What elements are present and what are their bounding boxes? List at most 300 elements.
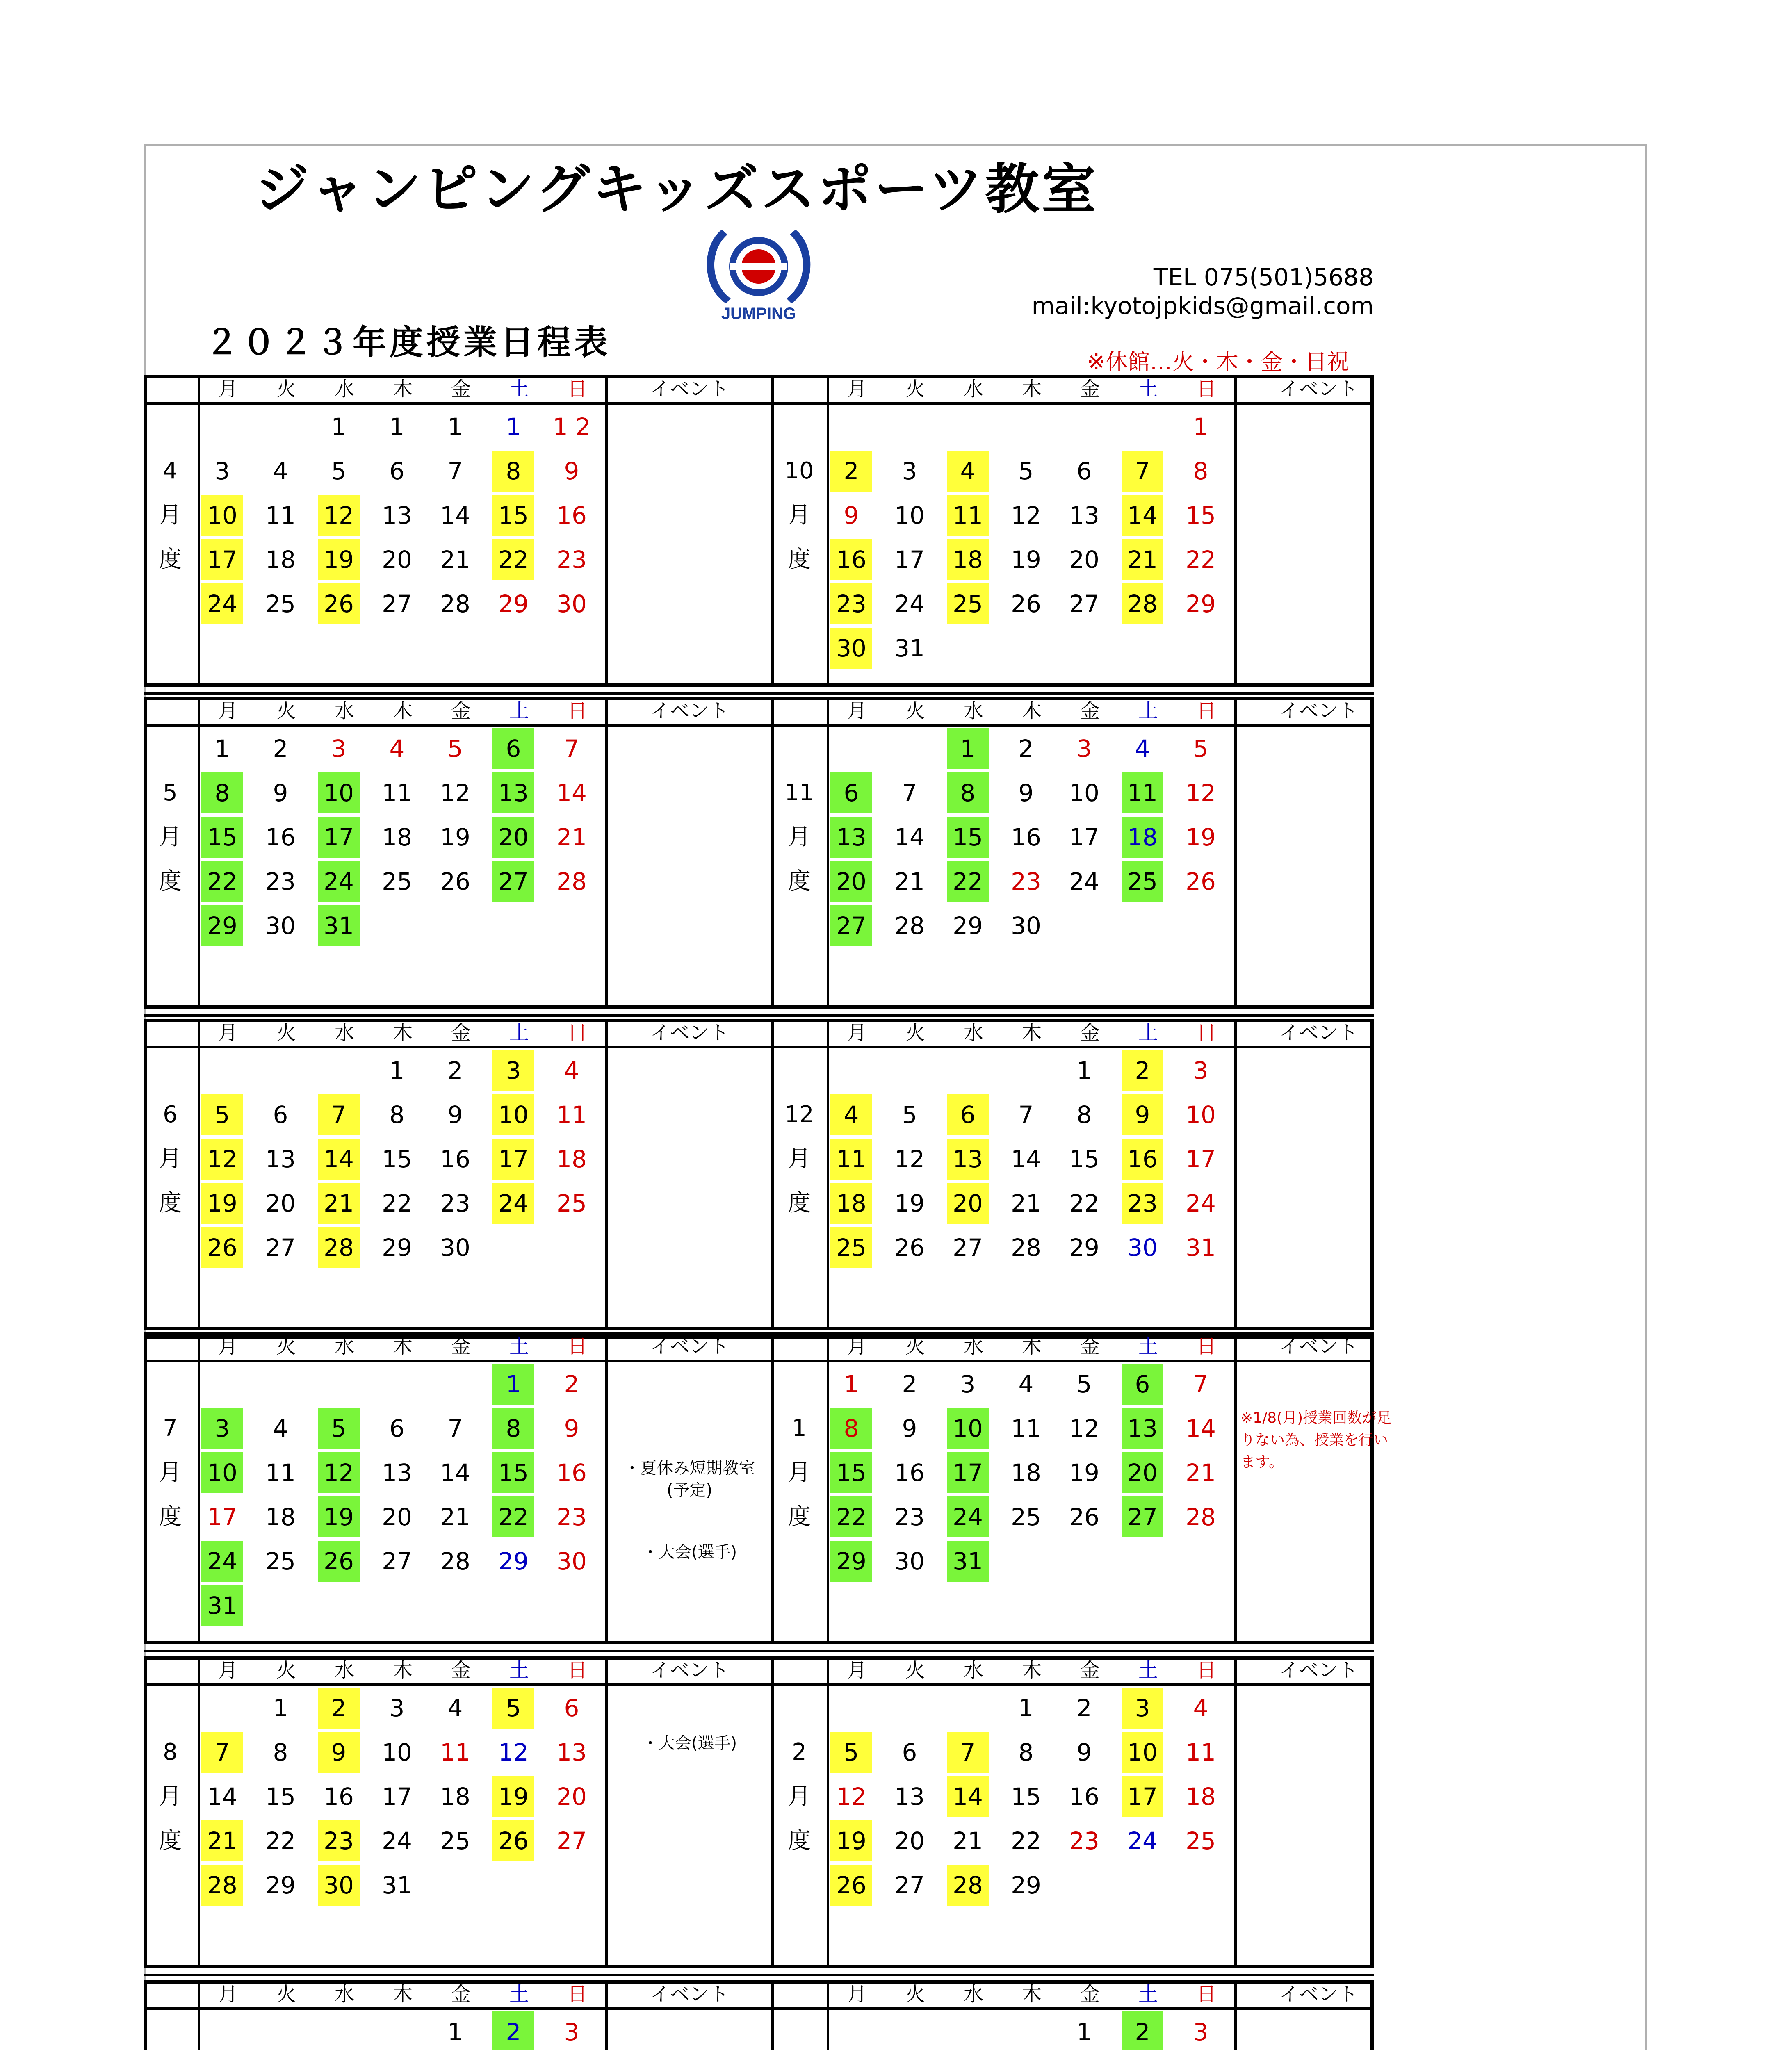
day-cell: 1 bbox=[389, 1057, 405, 1084]
column-divider bbox=[605, 1019, 608, 1330]
logo-text: JUMPING bbox=[721, 305, 796, 323]
day-cell: 10 bbox=[318, 772, 360, 813]
weekday-header: 金 bbox=[1080, 699, 1100, 722]
event-header: イベント bbox=[650, 1021, 729, 1044]
day-cell: 29 bbox=[1069, 1234, 1099, 1262]
day-cell: 31 bbox=[318, 905, 360, 946]
weekday-header: 日 bbox=[567, 1983, 587, 2006]
month-label: 度 bbox=[159, 868, 182, 895]
day-cell: 11 bbox=[1011, 1414, 1041, 1442]
day-cell: 22 bbox=[830, 1496, 872, 1538]
weekday-header: 水 bbox=[334, 1021, 354, 1044]
day-cell: 30 bbox=[830, 628, 872, 669]
day-cell: 17 bbox=[382, 1783, 412, 1811]
day-cell: 27 bbox=[382, 1547, 412, 1575]
day-cell: 11 bbox=[1122, 772, 1163, 813]
day-cell: 26 bbox=[1186, 868, 1216, 895]
day-cell: 3 bbox=[331, 735, 347, 763]
day-cell: 17 bbox=[207, 1503, 237, 1531]
weekday-header: 日 bbox=[567, 378, 587, 401]
day-cell: 9 bbox=[1076, 1738, 1092, 1766]
day-cell: 5 bbox=[1076, 1370, 1092, 1398]
column-divider bbox=[198, 375, 200, 687]
day-cell: 4 bbox=[1193, 1694, 1208, 1722]
weekday-header: 土 bbox=[1138, 378, 1158, 401]
day-cell: 9 bbox=[1122, 1094, 1163, 1135]
weekday-header: 月 bbox=[847, 1335, 867, 1358]
day-cell: 11 bbox=[382, 779, 412, 807]
day-cell: 19 bbox=[201, 1183, 243, 1224]
day-cell: 24 bbox=[201, 1541, 243, 1582]
column-divider bbox=[771, 1656, 774, 1968]
day-cell: 14 bbox=[1011, 1145, 1041, 1173]
day-cell: 1 bbox=[447, 2018, 463, 2046]
day-cell: 5 bbox=[830, 1732, 872, 1773]
jumping-logo-icon bbox=[693, 217, 824, 324]
day-cell: 28 bbox=[894, 912, 925, 940]
day-cell: 16 bbox=[265, 823, 296, 851]
day-cell: 9 bbox=[902, 1414, 917, 1442]
day-cell: 5 bbox=[201, 1094, 243, 1135]
weekday-header: 土 bbox=[509, 699, 529, 722]
weekday-header: 月 bbox=[847, 699, 867, 722]
month-label: 10 bbox=[784, 458, 814, 484]
month-label: 月 bbox=[159, 1783, 182, 1810]
weekday-header: 火 bbox=[276, 1335, 296, 1358]
day-cell: 3 bbox=[1076, 735, 1092, 763]
page-title: ジャンピングキッズスポーツ教室 bbox=[255, 158, 1099, 221]
day-cell: 7 bbox=[318, 1094, 360, 1135]
weekday-header: 火 bbox=[276, 378, 296, 401]
weekday-header: 水 bbox=[963, 1983, 983, 2006]
day-cell: 20 bbox=[382, 546, 412, 574]
weekday-header: 水 bbox=[334, 1983, 354, 2006]
day-cell: 7 bbox=[201, 1732, 243, 1773]
column-divider bbox=[198, 1019, 200, 1330]
month-label: 度 bbox=[159, 1827, 182, 1854]
column-divider bbox=[1234, 1656, 1237, 1968]
day-cell: 13 bbox=[382, 501, 412, 529]
day-cell: 9 bbox=[564, 1414, 579, 1442]
month-label: 月 bbox=[159, 1459, 182, 1486]
day-cell: 4 bbox=[564, 1057, 579, 1084]
weekday-header: 日 bbox=[1196, 699, 1216, 722]
day-cell: 30 bbox=[1127, 1234, 1158, 1262]
weekday-header: 月 bbox=[847, 378, 867, 401]
weekday-header: 月 bbox=[847, 1021, 867, 1044]
day-cell: 3 bbox=[214, 457, 230, 485]
day-cell: 1 bbox=[273, 1694, 288, 1722]
day-cell: 9 bbox=[273, 779, 288, 807]
weekday-header: 水 bbox=[334, 378, 354, 401]
weekday-header: 水 bbox=[963, 1659, 983, 1682]
day-cell: 5 bbox=[1193, 735, 1208, 763]
day-cell: 7 bbox=[1193, 1370, 1208, 1398]
weekday-header: 火 bbox=[276, 699, 296, 722]
day-cell: 22 bbox=[492, 1496, 534, 1538]
column-divider bbox=[827, 375, 829, 687]
day-cell: 8 bbox=[492, 1408, 534, 1449]
weekday-header: 木 bbox=[1021, 1983, 1042, 2006]
day-cell: 1 bbox=[214, 735, 230, 763]
weekday-header: 火 bbox=[276, 1983, 296, 2006]
day-cell: 13 bbox=[894, 1783, 925, 1811]
day-cell: 7 bbox=[564, 735, 579, 763]
day-cell: 13 bbox=[1122, 1408, 1163, 1449]
day-cell: 6 bbox=[564, 1694, 579, 1722]
day-cell: 11 bbox=[947, 495, 989, 536]
column-divider bbox=[771, 375, 774, 687]
block-bottom-line-2 bbox=[144, 1974, 1374, 1976]
header-divider bbox=[144, 1360, 1374, 1362]
contact-tel: TEL 075(501)5688 bbox=[1153, 263, 1374, 291]
day-cell: 3 bbox=[1193, 2018, 1208, 2046]
day-cell: 26 bbox=[492, 1820, 534, 1861]
day-cell: 23 bbox=[440, 1189, 470, 1217]
day-cell: 8 bbox=[1193, 457, 1208, 485]
day-cell: 18 bbox=[382, 823, 412, 851]
day-cell: 25 bbox=[265, 1547, 296, 1575]
day-cell: 22 bbox=[492, 539, 534, 580]
weekday-header: 金 bbox=[451, 699, 471, 722]
day-cell: 17 bbox=[1069, 823, 1099, 851]
day-cell: 26 bbox=[318, 1541, 360, 1582]
day-cell: 31 bbox=[894, 634, 925, 662]
day-cell: 12 bbox=[201, 1139, 243, 1180]
event-header: イベント bbox=[650, 378, 729, 401]
month-label: 月 bbox=[159, 824, 182, 850]
day-cell: 3 bbox=[960, 1370, 976, 1398]
day-cell: 21 bbox=[440, 546, 470, 574]
event-header: イベント bbox=[1279, 1983, 1358, 2006]
day-cell: 8 bbox=[389, 1101, 405, 1129]
day-cell: 24 bbox=[894, 590, 925, 618]
day-cell: 11 bbox=[830, 1139, 872, 1180]
day-cell: 28 bbox=[201, 1865, 243, 1906]
day-cell: 13 bbox=[265, 1145, 296, 1173]
day-cell: 23 bbox=[1011, 868, 1041, 895]
day-cell: 24 bbox=[201, 583, 243, 624]
weekday-header: 金 bbox=[1080, 1983, 1100, 2006]
day-cell: 19 bbox=[830, 1820, 872, 1861]
weekday-header: 土 bbox=[1138, 1983, 1158, 2006]
day-cell: 23 bbox=[894, 1503, 925, 1531]
day-cell: 19 bbox=[1011, 546, 1041, 574]
day-cell: 14 bbox=[894, 823, 925, 851]
month-label: 月 bbox=[788, 1459, 811, 1486]
day-cell: 27 bbox=[382, 590, 412, 618]
day-cell: 6 bbox=[830, 772, 872, 813]
day-cell: 13 bbox=[947, 1139, 989, 1180]
weekday-header: 日 bbox=[567, 1021, 587, 1044]
weekday-header: 火 bbox=[905, 699, 925, 722]
weekday-header: 木 bbox=[392, 1983, 413, 2006]
day-cell: 26 bbox=[894, 1234, 925, 1262]
day-cell: 23 bbox=[830, 583, 872, 624]
day-cell: 2 bbox=[830, 451, 872, 492]
day-cell: 5 bbox=[1018, 457, 1034, 485]
day-cell: 23 bbox=[1122, 1183, 1163, 1224]
column-divider bbox=[771, 697, 774, 1009]
month-label: 2 bbox=[792, 1739, 807, 1765]
weekday-header: 土 bbox=[509, 1021, 529, 1044]
block-bottom-line bbox=[144, 1965, 1374, 1968]
month-label: 月 bbox=[788, 1146, 811, 1172]
day-cell: 28 bbox=[440, 590, 470, 618]
day-cell: 24 bbox=[1186, 1189, 1216, 1217]
day-cell: 28 bbox=[556, 868, 587, 895]
day-cell: 9 bbox=[447, 1101, 463, 1129]
day-cell: 10 bbox=[894, 501, 925, 529]
day-cell: 2 bbox=[492, 2011, 534, 2050]
weekday-header: 金 bbox=[451, 1021, 471, 1044]
day-cell: 8 bbox=[947, 772, 989, 813]
day-cell: 19 bbox=[440, 823, 470, 851]
weekday-header: 金 bbox=[451, 1335, 471, 1358]
day-cell: 18 bbox=[947, 539, 989, 580]
day-cell: 1 bbox=[389, 413, 405, 441]
day-cell: 23 bbox=[556, 1503, 587, 1531]
day-cell: 12 bbox=[318, 495, 360, 536]
day-cell: 10 bbox=[201, 495, 243, 536]
day-cell: 29 bbox=[953, 912, 983, 940]
event-header: イベント bbox=[650, 1335, 729, 1358]
event-note: ます。 bbox=[1240, 1454, 1284, 1471]
weekday-header: 水 bbox=[963, 1021, 983, 1044]
day-cell: 7 bbox=[1018, 1101, 1034, 1129]
day-cell: 12 bbox=[1069, 1414, 1099, 1442]
weekday-header: 木 bbox=[392, 1335, 413, 1358]
header-divider bbox=[144, 1683, 1374, 1686]
weekday-header: 木 bbox=[1021, 699, 1042, 722]
day-cell: 24 bbox=[1069, 868, 1099, 895]
day-cell: 6 bbox=[492, 728, 534, 769]
day-cell: 6 bbox=[902, 1738, 917, 1766]
day-cell: 25 bbox=[947, 583, 989, 624]
header-divider bbox=[144, 2007, 1374, 2010]
weekday-header: 土 bbox=[1138, 1659, 1158, 1682]
column-divider bbox=[605, 1656, 608, 1968]
weekday-header: 日 bbox=[567, 699, 587, 722]
day-cell: 25 bbox=[1011, 1503, 1041, 1531]
weekday-header: 木 bbox=[1021, 1335, 1042, 1358]
day-cell: 5 bbox=[492, 1688, 534, 1729]
day-cell: 22 bbox=[1186, 546, 1216, 574]
day-cell: 18 bbox=[556, 1145, 587, 1173]
day-cell: 22 bbox=[1011, 1827, 1041, 1855]
day-cell: 1 bbox=[1076, 1057, 1092, 1084]
weekday-header: 土 bbox=[509, 1983, 529, 2006]
day-cell: 3 bbox=[389, 1694, 405, 1722]
day-cell: 28 bbox=[318, 1227, 360, 1268]
block-bottom-line bbox=[144, 683, 1374, 687]
event-header: イベント bbox=[650, 1659, 729, 1682]
day-cell: 8 bbox=[830, 1408, 872, 1449]
day-cell: 10 bbox=[382, 1738, 412, 1766]
day-cell: 13 bbox=[830, 817, 872, 858]
weekday-header: 土 bbox=[509, 1659, 529, 1682]
block-bottom-line bbox=[144, 1005, 1374, 1009]
day-cell: 21 bbox=[1186, 1459, 1216, 1487]
day-cell: 26 bbox=[1011, 590, 1041, 618]
month-label: 度 bbox=[159, 546, 182, 573]
day-cell: 25 bbox=[1122, 861, 1163, 902]
month-label: 月 bbox=[159, 1146, 182, 1172]
day-cell: 15 bbox=[1069, 1145, 1099, 1173]
day-cell: 11 bbox=[265, 501, 296, 529]
event-header: イベント bbox=[1279, 378, 1358, 401]
event-header: イベント bbox=[650, 1983, 729, 2006]
weekday-header: 火 bbox=[276, 1021, 296, 1044]
day-cell: 20 bbox=[382, 1503, 412, 1531]
column-divider bbox=[771, 1332, 774, 1644]
day-cell: 15 bbox=[830, 1452, 872, 1493]
day-cell: 4 bbox=[830, 1094, 872, 1135]
day-cell: 21 bbox=[556, 823, 587, 851]
day-cell: 1 bbox=[844, 1370, 859, 1398]
day-cell: 3 bbox=[492, 1050, 534, 1091]
day-cell: 30 bbox=[440, 1234, 470, 1262]
day-cell: 30 bbox=[318, 1865, 360, 1906]
day-cell: 12 bbox=[440, 779, 470, 807]
day-cell: 27 bbox=[492, 861, 534, 902]
day-cell: 5 bbox=[902, 1101, 917, 1129]
day-cell: 17 bbox=[1122, 1776, 1163, 1817]
weekday-header: 水 bbox=[334, 1335, 354, 1358]
column-divider bbox=[605, 697, 608, 1009]
weekday-header: 金 bbox=[1080, 1659, 1100, 1682]
day-cell: 23 bbox=[556, 546, 587, 574]
day-cell: 15 bbox=[947, 817, 989, 858]
day-cell: 2 bbox=[273, 735, 288, 763]
day-cell: 12 bbox=[498, 1738, 529, 1766]
day-cell: 3 bbox=[201, 1408, 243, 1449]
day-cell: 24 bbox=[382, 1827, 412, 1855]
day-cell: 16 bbox=[556, 501, 587, 529]
day-cell: 29 bbox=[1011, 1871, 1041, 1899]
month-label: 11 bbox=[784, 779, 814, 806]
day-cell: 14 bbox=[318, 1139, 360, 1180]
day-cell: 6 bbox=[389, 1414, 405, 1442]
weekday-header: 火 bbox=[905, 1021, 925, 1044]
day-cell: 8 bbox=[492, 451, 534, 492]
day-cell: 10 bbox=[1186, 1101, 1216, 1129]
day-cell: 20 bbox=[492, 817, 534, 858]
day-cell: 27 bbox=[953, 1234, 983, 1262]
day-cell: 18 bbox=[1122, 817, 1163, 858]
day-cell: 18 bbox=[830, 1183, 872, 1224]
header-divider bbox=[144, 1046, 1374, 1048]
day-cell: 12 bbox=[318, 1452, 360, 1493]
weekday-header: 月 bbox=[218, 1659, 238, 1682]
weekday-header: 月 bbox=[218, 699, 238, 722]
day-cell: 25 bbox=[265, 590, 296, 618]
weekday-header: 火 bbox=[905, 1659, 925, 1682]
event-note: ・大会(選手) bbox=[642, 1734, 737, 1753]
event-note: (予定) bbox=[666, 1481, 713, 1500]
day-cell: 25 bbox=[440, 1827, 470, 1855]
month-label: 1 bbox=[792, 1415, 807, 1442]
day-cell: 16 bbox=[1122, 1139, 1163, 1180]
day-cell: 24 bbox=[1127, 1827, 1158, 1855]
day-cell: 22 bbox=[947, 861, 989, 902]
weekday-header: 月 bbox=[218, 1021, 238, 1044]
weekday-header: 水 bbox=[334, 699, 354, 722]
weekday-header: 木 bbox=[1021, 1021, 1042, 1044]
day-cell: 9 bbox=[1018, 779, 1034, 807]
month-label: 6 bbox=[163, 1101, 178, 1128]
day-cell: 27 bbox=[1069, 590, 1099, 618]
day-cell: 7 bbox=[902, 779, 917, 807]
day-cell: 25 bbox=[382, 868, 412, 895]
weekday-header: 日 bbox=[1196, 1659, 1216, 1682]
month-block-4 bbox=[144, 1332, 1392, 1644]
day-cell: 30 bbox=[556, 1547, 587, 1575]
day-cell: 2 bbox=[318, 1688, 360, 1729]
day-cell: 15 bbox=[492, 1452, 534, 1493]
day-cell: 29 bbox=[498, 590, 529, 618]
month-label: 月 bbox=[788, 502, 811, 528]
weekday-header: 金 bbox=[1080, 1335, 1100, 1358]
column-divider bbox=[827, 1019, 829, 1330]
day-cell: 14 bbox=[440, 501, 470, 529]
day-cell: 10 bbox=[1122, 1732, 1163, 1773]
day-cell: 2 bbox=[447, 1057, 463, 1084]
day-cell: 4 bbox=[389, 735, 405, 763]
day-cell: 25 bbox=[1186, 1827, 1216, 1855]
day-cell: 11 bbox=[440, 1738, 470, 1766]
weekday-header: 金 bbox=[451, 378, 471, 401]
day-cell: 18 bbox=[265, 1503, 296, 1531]
day-cell: 6 bbox=[1122, 1364, 1163, 1405]
month-block-1 bbox=[144, 375, 1374, 687]
day-cell: 30 bbox=[1011, 912, 1041, 940]
day-cell: 1 bbox=[947, 728, 989, 769]
day-cell: 2 bbox=[1018, 735, 1034, 763]
header-divider bbox=[144, 724, 1374, 727]
day-cell: 27 bbox=[894, 1871, 925, 1899]
day-cell: 9 bbox=[318, 1732, 360, 1773]
day-cell: 7 bbox=[1122, 451, 1163, 492]
weekday-header: 土 bbox=[1138, 1335, 1158, 1358]
month-label: 5 bbox=[163, 779, 178, 806]
day-cell: 12 bbox=[1186, 779, 1216, 807]
day-cell: 15 bbox=[265, 1783, 296, 1811]
day-cell: 12 bbox=[894, 1145, 925, 1173]
day-cell: 21 bbox=[440, 1503, 470, 1531]
weekday-header: 水 bbox=[963, 378, 983, 401]
block-bottom-line bbox=[144, 1641, 1374, 1644]
day-cell: 20 bbox=[830, 861, 872, 902]
day-cell: 27 bbox=[265, 1234, 296, 1262]
day-cell: 26 bbox=[318, 583, 360, 624]
weekday-header: 月 bbox=[218, 1335, 238, 1358]
weekday-header: 火 bbox=[905, 378, 925, 401]
column-divider bbox=[771, 1019, 774, 1330]
day-cell: 25 bbox=[830, 1227, 872, 1268]
column-divider bbox=[198, 697, 200, 1009]
day-cell: 3 bbox=[564, 2018, 579, 2046]
month-label: 月 bbox=[788, 1783, 811, 1810]
day-cell: 26 bbox=[830, 1865, 872, 1906]
day-cell: 10 bbox=[492, 1094, 534, 1135]
day-cell: 1 bbox=[492, 1364, 534, 1405]
day-cell: 29 bbox=[1186, 590, 1216, 618]
weekday-header: 火 bbox=[905, 1335, 925, 1358]
day-cell: 21 bbox=[318, 1183, 360, 1224]
column-divider bbox=[198, 1332, 200, 1644]
day-cell: 17 bbox=[492, 1139, 534, 1180]
